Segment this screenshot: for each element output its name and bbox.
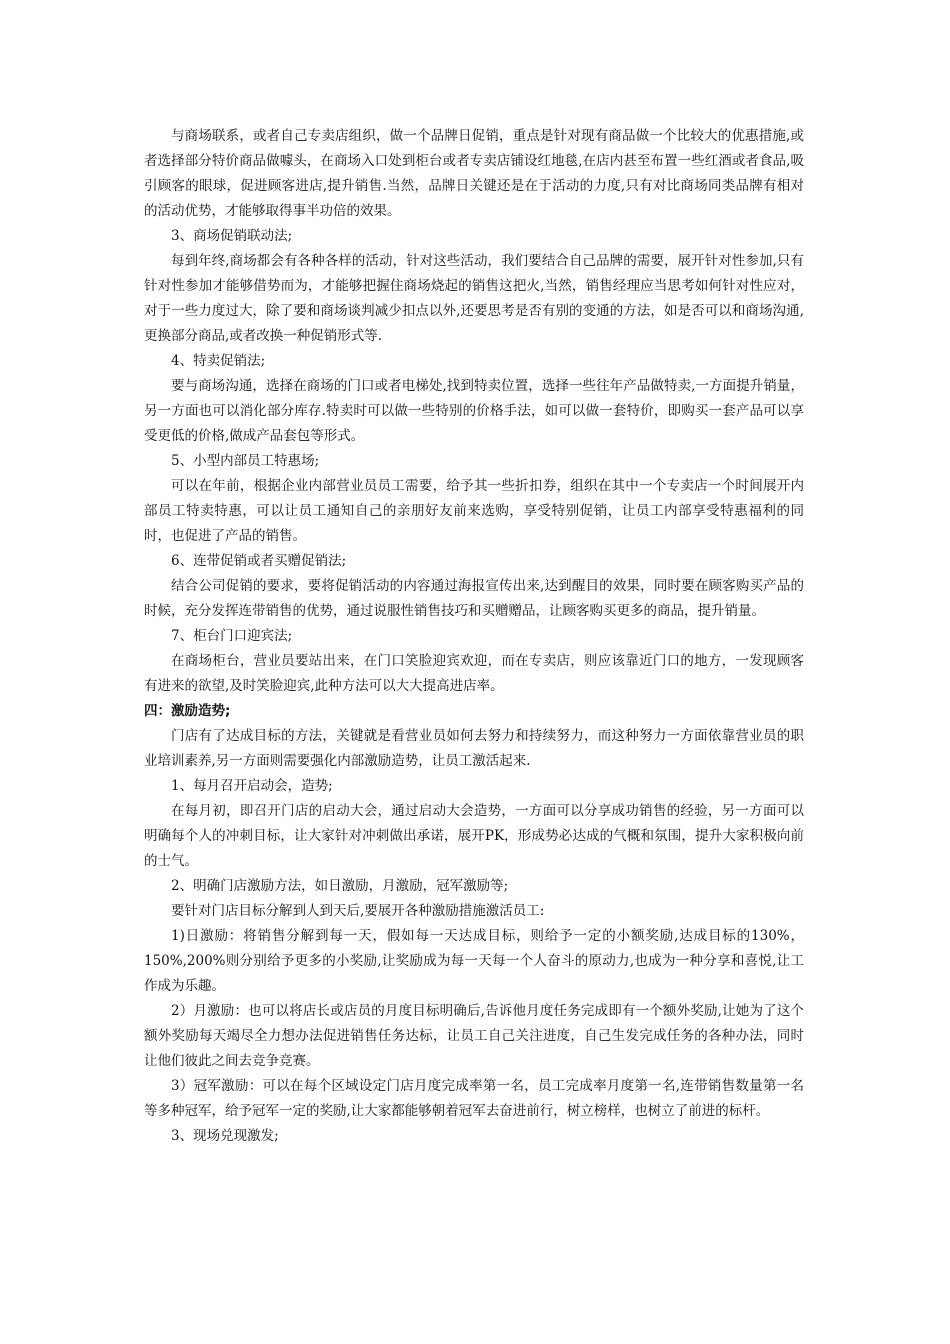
- paragraph-monthly-incentive: 2）月激励：也可以将店长或店员的月度目标明确后,告诉他月度任务完成即有一个额外奖励,让她为了这个额外奖励每天竭尽全力想办法促进销售任务达标，让员工自己关注进度，自己生发完成任务的各种办法，同时让他们彼此之间去竞争竞赛。: [144, 1003, 804, 1069]
- item-incentive-methods-title: 2、明确门店激励方法，如日激励，月激励，冠军激励等;: [171, 878, 509, 894]
- paragraph-mall-linkage: 每到年终,商场都会有各种各样的活动，针对这些活动，我们要结合自己品牌的需要，展开针对性参加,只有针对性参加才能够借势而为，才能够把握住商场烧起的销售这把火,当然，销售经理应当思考如何针对性应对，对于一些力度过大，除了要和商场谈判减少扣点以外,还要思考是否有别的变通的方法，如是否可以和商场沟通,更换部分商品,或者改换一种促销形式等.: [144, 253, 804, 344]
- paragraph-greeting: 在商场柜台，营业员要站出来，在门口笑脸迎宾欢迎，而在专卖店，则应该靠近门口的地方，一发现顾客有进来的欲望,及时笑脸迎宾,此种方法可以大大提高进店率。: [144, 653, 804, 694]
- item-greeting-title: 7、柜台门口迎宾法;: [171, 628, 293, 644]
- paragraph-bundle-promo: 结合公司促销的要求，要将促销活动的内容通过海报宣传出来,达到醒目的效果，同时要在顾客购买产品的时候，充分发挥连带销售的优势，通过说服性销售技巧和买赠赠品，让顾客购买更多的商品，提升销量。: [144, 578, 804, 619]
- document-page: [144, 124, 804, 1149]
- item-mall-linkage-title: 3、商场促销联动法;: [171, 228, 293, 244]
- paragraph-monthly-kickoff: 在每月初，即召开门店的启动大会，通过启动大会造势，一方面可以分享成功销售的经验，另一方面可以明确每个人的冲刺目标，让大家针对冲刺做出承诺，展开PK，形成势必达成的气概和氛围，提升大家积极向前的士气。: [144, 803, 804, 869]
- item-onsite-reward-title: 3、现场兑现激发;: [171, 1128, 279, 1144]
- paragraph-incentive-intro: 门店有了达成目标的方法，关键就是看营业员如何去努力和持续努力，而这种努力一方面依靠营业员的职业培训素养,另一方面则需要强化内部激励造势，让员工激活起来.: [144, 728, 804, 769]
- paragraph-daily-incentive: 1)日激励：将销售分解到每一天，假如每一天达成目标，则给予一定的小额奖励,达成目标的130%，150%,200%则分别给予更多的小奖励,让奖励成为每一天每一个人奋斗的原动力,也成为一种分享和喜悦,让工作成为乐趣。: [144, 928, 804, 994]
- paragraph-brand-day: 与商场联系，或者自己专卖店组织，做一个品牌日促销，重点是针对现有商品做一个比较大的优惠措施,或者选择部分特价商品做噱头，在商场入口处到柜台或者专卖店铺设红地毯,在店内甚至布置一些红酒或者食品,吸引顾客的眼球，促进顾客进店,提升销售.当然，品牌日关键还是在于活动的力度,只有对比商场同类品牌有相对的活动优势，才能够取得事半功倍的效果。: [144, 128, 804, 219]
- section-heading-incentive: 四：激励造势;: [144, 703, 231, 719]
- paragraph-special-sale: 要与商场沟通，选择在商场的门口或者电梯处,找到特卖位置，选择一些往年产品做特卖,一方面提升销量，另一方面也可以消化部分库存.特卖时可以做一些特别的价格手法，如可以做一套特价，即购买一套产品可以享受更低的价格,做成产品套包等形式。: [144, 378, 804, 444]
- paragraph-staff-discount: 可以在年前，根据企业内部营业员员工需要，给予其一些折扣券，组织在其中一个专卖店一个时间展开内部员工特卖特惠，可以让员工通知自己的亲朋好友前来选购，享受特别促销，让员工内部享受特惠福利的同时，也促进了产品的销售。: [144, 478, 804, 544]
- item-special-sale-title: 4、特卖促销法;: [171, 353, 266, 369]
- paragraph-incentive-methods: 要针对门店目标分解到人到天后,要展开各种激励措施激活员工:: [171, 903, 545, 919]
- item-monthly-kickoff-title: 1、每月召开启动会，造势;: [171, 778, 333, 794]
- paragraph-champion-incentive: 3）冠军激励：可以在每个区域设定门店月度完成率第一名，员工完成率月度第一名,连带销售数量第一名等多种冠军，给予冠军一定的奖励,让大家都能够朝着冠军去奋进前行，树立榜样，也树立了前进的标杆。: [144, 1078, 804, 1119]
- item-bundle-promo-title: 6、连带促销或者买赠促销法;: [171, 553, 347, 569]
- item-staff-discount-title: 5、小型内部员工特惠场;: [171, 453, 320, 469]
